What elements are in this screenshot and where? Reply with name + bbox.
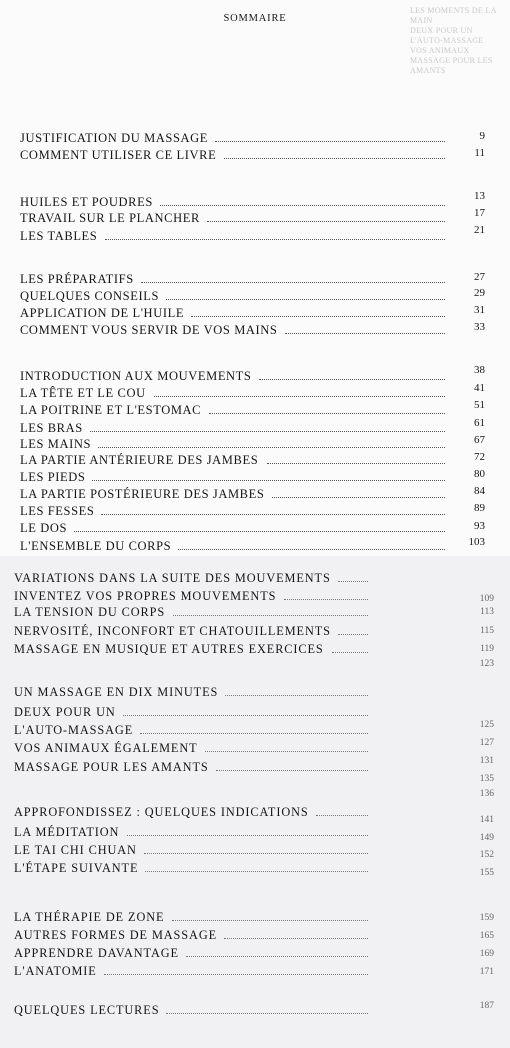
toc-page-number: 51	[474, 399, 485, 411]
toc-page-number: 125	[479, 720, 494, 730]
dot-leader	[316, 815, 368, 816]
toc-entry	[0, 207, 510, 226]
toc-page-number: 152	[479, 850, 494, 860]
toc-entry	[0, 927, 510, 943]
dot-leader	[338, 581, 368, 582]
toc-entry-title: AUTRES FORMES DE MASSAGE	[14, 928, 218, 942]
dot-leader	[225, 695, 368, 696]
toc-page-number: 159	[479, 913, 494, 923]
toc-entry	[0, 520, 510, 536]
toc-page-number: 21	[474, 224, 485, 236]
toc-entry	[0, 684, 510, 700]
toc-page-bottom	[0, 556, 510, 1048]
toc-entry-title: LA POITRINE ET L'ESTOMAC	[20, 403, 202, 417]
toc-entry-title: QUELQUES LECTURES	[14, 1003, 160, 1017]
toc-entry-title: LA TÊTE ET LE COU	[20, 386, 146, 400]
toc-page-number: 31	[474, 304, 485, 316]
toc-entry	[0, 623, 510, 639]
toc-entry-title: INTRODUCTION AUX MOUVEMENTS	[20, 369, 252, 383]
toc-entry	[0, 503, 510, 519]
dot-leader	[92, 480, 445, 481]
toc-entry-title: LA THÉRAPIE DE ZONE	[14, 910, 165, 924]
toc-entry	[0, 656, 510, 672]
toc-entry	[0, 322, 510, 338]
toc-entry	[0, 305, 510, 321]
bleed-through-line: L'AUTO-MASSAGE	[410, 36, 484, 45]
toc-entry	[0, 1002, 510, 1018]
toc-page-number: 131	[479, 756, 494, 766]
toc-entry	[0, 945, 510, 961]
dot-leader	[123, 715, 368, 716]
toc-entry-title: LES FESSES	[20, 504, 95, 518]
toc-page-number: 38	[474, 364, 485, 376]
toc-page-number: 72	[474, 451, 485, 463]
bleed-through-line: VOS ANIMAUX	[410, 46, 470, 55]
toc-entry-title: LES PRÉPARATIFS	[20, 272, 134, 286]
toc-entry	[0, 224, 510, 244]
toc-entry-title: APPLICATION DE L'HUILE	[20, 306, 185, 320]
toc-entry	[0, 190, 510, 210]
dot-leader	[98, 447, 445, 448]
dot-leader	[224, 938, 368, 939]
dot-leader	[173, 615, 368, 616]
dot-leader	[285, 333, 445, 334]
dot-leader	[172, 920, 368, 921]
toc-entry	[0, 486, 510, 502]
toc-entry	[0, 436, 510, 452]
toc-entry	[0, 288, 510, 304]
toc-entry-title: LES TABLES	[20, 229, 98, 243]
toc-entry-title: TRAVAIL SUR LE PLANCHER	[20, 211, 200, 225]
dot-leader	[205, 751, 368, 752]
toc-page-number: 119	[480, 644, 494, 654]
toc-page-number: 169	[479, 949, 494, 959]
toc-page-number: 13	[474, 190, 485, 202]
toc-page-number: 17	[474, 207, 485, 219]
dot-leader	[127, 835, 368, 836]
dot-leader	[140, 733, 368, 734]
dot-leader	[105, 239, 445, 240]
toc-entry-title: COMMENT UTILISER CE LIVRE	[20, 148, 217, 162]
dot-leader	[259, 379, 445, 380]
toc-entry-title: LA PARTIE POSTÉRIEURE DES JAMBES	[20, 487, 265, 501]
toc-entry	[0, 740, 510, 766]
dot-leader	[144, 853, 368, 854]
dot-leader	[90, 431, 445, 432]
toc-entry	[0, 271, 510, 287]
toc-entry	[0, 399, 510, 418]
toc-page-number: 149	[479, 833, 494, 843]
toc-entry-title: LES MAINS	[20, 437, 92, 451]
toc-entry-title: VOS ANIMAUX ÉGALEMENT	[14, 741, 198, 755]
toc-page-number: 141	[479, 815, 494, 825]
toc-entry-title: JUSTIFICATION DU MASSAGE	[20, 131, 209, 145]
toc-entry-title: L'ÉTAPE SUIVANTE	[14, 861, 139, 875]
dot-leader	[104, 974, 368, 975]
toc-entry	[0, 417, 510, 436]
dot-leader	[224, 158, 445, 159]
toc-page-number: 109	[479, 594, 494, 604]
dot-leader	[101, 514, 445, 515]
toc-entry-title: LE DOS	[20, 521, 68, 535]
toc-page-number: 84	[474, 485, 485, 497]
toc-page-number: 171	[479, 967, 494, 977]
toc-page-number: 103	[468, 536, 485, 548]
toc-page-number: 127	[479, 738, 494, 748]
dot-leader	[166, 1013, 368, 1014]
toc-entry	[0, 570, 510, 586]
toc-entry-title: LA PARTIE ANTÉRIEURE DES JAMBES	[20, 453, 259, 467]
toc-entry-title: HUILES ET POUDRES	[20, 195, 153, 209]
toc-entry	[0, 538, 510, 554]
dot-leader	[154, 396, 445, 397]
toc-entry	[0, 860, 510, 876]
dot-leader	[272, 497, 445, 498]
page-title: SOMMAIRE	[223, 13, 287, 24]
dot-leader	[332, 652, 368, 653]
toc-entry-title: LA TENSION DU CORPS	[14, 605, 166, 619]
toc-entry-title: APPRENDRE DAVANTAGE	[14, 946, 179, 960]
toc-page-number: 136	[479, 789, 494, 799]
bleed-through-line: DEUX POUR UN	[410, 26, 473, 35]
toc-page-number: 155	[479, 868, 494, 878]
dot-leader	[160, 205, 445, 206]
toc-entry-title: LES PIEDS	[20, 470, 86, 484]
toc-page-number: 135	[479, 774, 494, 784]
toc-page-number: 113	[480, 607, 494, 617]
toc-page-number: 115	[480, 626, 494, 636]
bleed-through-line: MASSAGE POUR LES AMANTS	[410, 56, 493, 75]
toc-entry	[0, 130, 510, 146]
toc-entry-title: COMMENT VOUS SERVIR DE VOS MAINS	[20, 323, 278, 337]
dot-leader	[215, 141, 445, 142]
toc-page-number: 89	[474, 502, 485, 514]
toc-page-number: 33	[474, 321, 485, 333]
toc-entry-title: L'ENSEMBLE DU CORPS	[20, 539, 172, 553]
toc-entry	[0, 588, 510, 604]
toc-entry-title: APPROFONDISSEZ : QUELQUES INDICATIONS	[14, 805, 309, 819]
toc-entry	[0, 364, 510, 384]
toc-page-number: 80	[474, 468, 485, 480]
toc-page-number: 165	[479, 931, 494, 941]
bleed-through-line: LES MOMENTS DE LA MAIN	[410, 6, 497, 25]
toc-entry-title: UN MASSAGE EN DIX MINUTES	[14, 685, 219, 699]
toc-entry	[0, 641, 510, 657]
toc-page-number: 29	[474, 287, 485, 299]
toc-entry-title: INVENTEZ VOS PROPRES MOUVEMENTS	[14, 589, 277, 603]
toc-page-number: 9	[479, 130, 485, 142]
toc-entry-title: MASSAGE POUR LES AMANTS	[14, 760, 209, 774]
toc-entry-title: DEUX POUR UN	[14, 705, 116, 719]
dot-leader	[338, 634, 368, 635]
toc-entry-title: LES BRAS	[20, 421, 83, 435]
toc-entry	[0, 604, 510, 620]
dot-leader	[166, 299, 445, 300]
toc-page-number: 93	[474, 520, 485, 532]
toc-entry	[0, 824, 510, 843]
dot-leader	[178, 549, 445, 550]
dot-leader	[191, 316, 445, 317]
toc-entry	[0, 842, 510, 858]
dot-leader	[284, 599, 368, 600]
dot-leader	[267, 463, 445, 464]
toc-entry-title: QUELQUES CONSEILS	[20, 289, 160, 303]
toc-entry-title: LE TAI CHI CHUAN	[14, 843, 137, 857]
toc-entry-title: L'ANATOMIE	[14, 964, 97, 978]
dot-leader	[209, 413, 445, 414]
toc-entry-title: NERVOSITÉ, INCONFORT ET CHATOUILLEMENTS	[14, 624, 331, 638]
dot-leader	[141, 282, 445, 283]
toc-entry-title: VARIATIONS DANS LA SUITE DES MOUVEMENTS	[14, 571, 331, 585]
toc-entry	[0, 452, 510, 468]
toc-entry-title: LA MÉDITATION	[14, 825, 120, 839]
toc-page-number: 67	[474, 434, 485, 446]
dot-leader	[207, 221, 445, 222]
dot-leader	[74, 531, 445, 532]
toc-page-number: 41	[474, 382, 485, 394]
toc-page-number: 187	[479, 1001, 494, 1011]
toc-page-number: 27	[474, 271, 485, 283]
toc-page-number: 123	[479, 659, 494, 669]
toc-entry	[0, 382, 510, 401]
toc-entry	[0, 909, 510, 925]
toc-entry	[0, 469, 510, 485]
toc-entry	[0, 147, 510, 163]
dot-leader	[145, 871, 368, 872]
toc-entry	[0, 804, 510, 825]
toc-entry	[0, 771, 510, 799]
toc-entry-title: MASSAGE EN MUSIQUE ET AUTRES EXERCICES	[14, 642, 324, 656]
toc-page-number: 11	[474, 147, 485, 159]
toc-page-number: 61	[474, 417, 485, 429]
toc-entry-title: L'AUTO-MASSAGE	[14, 723, 134, 737]
dot-leader	[186, 956, 368, 957]
toc-entry	[0, 963, 510, 979]
